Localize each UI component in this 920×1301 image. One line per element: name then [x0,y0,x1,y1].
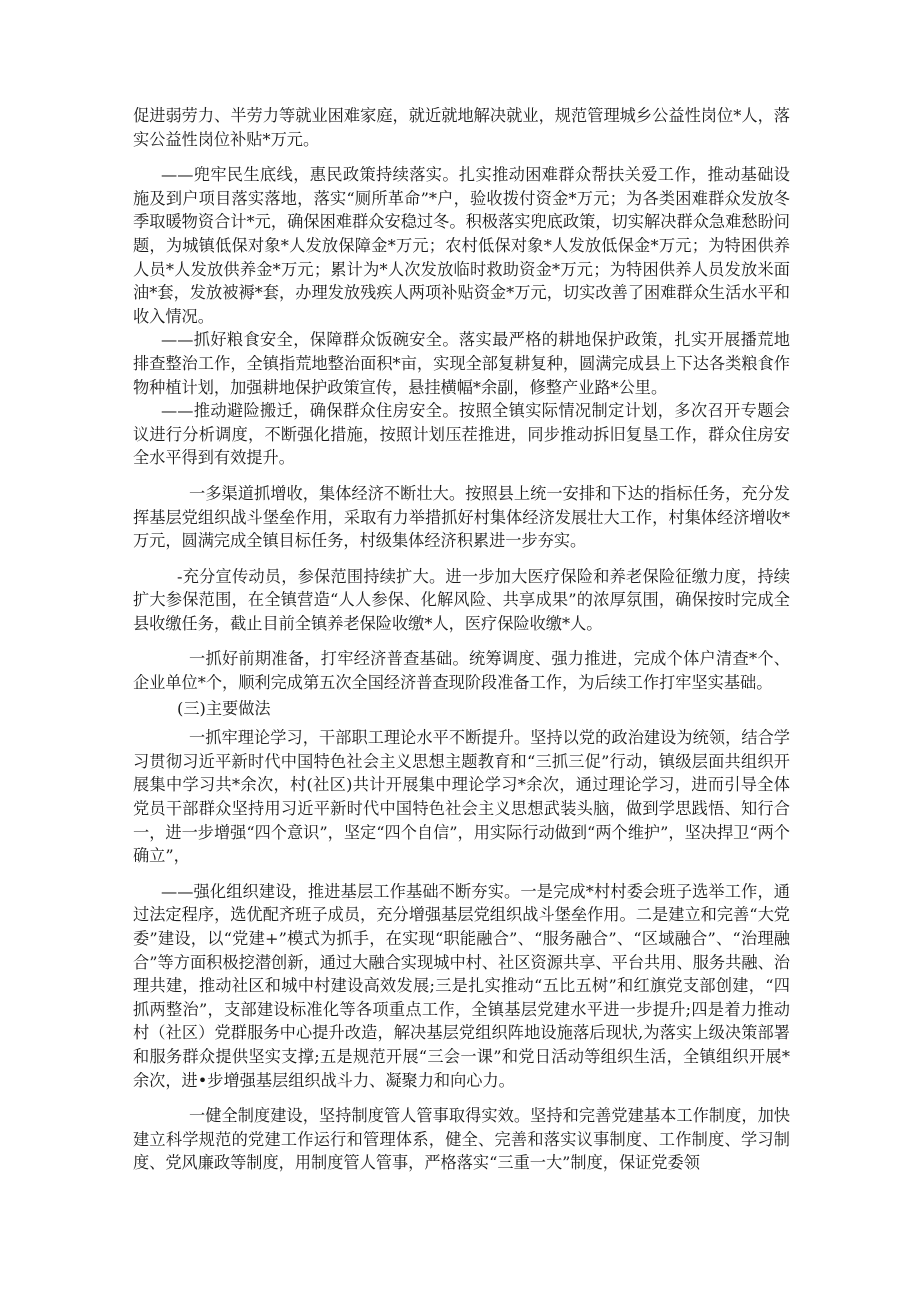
paragraph-theory-study: 一抓牢理论学习，干部职工理论水平不断提升。坚持以党的政治建设为统领，结合学习贯彻习近平新时代中国特色社会主义思想主题教育和“三抓三促”行动，镇级层面共组织开展集中学习共*余次，村(社区)共计开展集中理论学习*余次，通过理论学习，进而引导全体党员干部群众坚持用习近平新时代中国特色社会主义思想武装头脑，做到学思践悟、知行合一，进一步增强“四个意识”，坚定“四个自信”，用实际行动做到“两个维护”，坚决捍卫“两个确立”， [133,728,790,866]
section-heading: (三)主要做法 [177,698,271,718]
paragraph-relocation: ——推动避险搬迁，确保群众住房安全。按照全镇实际情况制定计划，多次召开专题会议进行分析调度，不断强化措施，按照计划压茬推进，同步推动拆旧复垦工作，群众住房安全水平得到有效提升。 [133,401,790,468]
paragraph-system-building: 一健全制度建设，坚持制度管人管事取得实效。坚持和完善党建基本工作制度，加快建立科学规范的党建工作运行和管理体系，健全、完善和落实议事制度、工作制度、学习制度、党风廉政等制度，用制度管人管事，严格落实“三重一大”制度，保证党委领 [133,1106,790,1173]
paragraph-organization: ——强化组织建设，推进基层工作基础不断夯实。一是完成*村村委会班子选举工作，通过法定程序，选优配齐班子成员，充分增强基层党组织战斗堡垒作用。二是建立和完善“大党委”建设，以“党建+”模式为抓手，在实现“职能融合”、“服务融合”、“区域融合”、“治理融合”等方面积极挖潜创新，通过大融合实现城中村、社区资源共享、平台共用、服务共融、治理共建，推动社区和城中村建设高效发展;三是扎实推动“五比五树”和红旗党支部创建，“四抓两整治”，支部建设标准化等各项重点工作，全镇基层党建水平进一步提升;四是着力推动村（社区）党群服务中心提升改造，解决基层党组织阵地设施落后现状,为落实上级决策部署和服务群众提供坚实支撑;五是规范开展“三会一课”和党日活动等组织生活，全镇组织开展*余次，进•步增强基层组织战斗力、凝聚力和向心力。 [133,881,790,1090]
paragraph-livelihood: ——兜牢民生底线，惠民政策持续落实。扎实推动困难群众帮扶关爱工作，推动基础设施及到户项目落实落地，落实“厕所革命”*户，验收拨付资金*万元；为各类困难群众发放冬季取暖物资合计*元，确保困难群众安稳过冬。积极落实兜底政策，切实解决群众急难愁盼问题，为城镇低保对象*人发放保障金*万元；农村低保对象*人发放低保金*万元；为特困供养人员*人发放供养金*万元；累计为*人次发放临时救助资金*万元；为特困供养人员发放米面油*套，发放被褥*套，办理发放残疾人两项补贴资金*万元，切实改善了困难群众生活水平和收入情况。 [133,165,790,326]
paragraph-insurance: -充分宣传动员，参保范围持续扩大。进一步加大医疗保险和养老保险征缴力度，持续扩大参保范围，在全镇营造“人人参保、化解风险、共享成果”的浓厚氛围，确保按时完成全县收缴任务，截止目前全镇养老保险收缴*人，医疗保险收缴*人。 [133,566,790,633]
paragraph-employment: 促进弱劳力、半劳力等就业困难家庭，就近就地解决就业，规范管理城乡公益性岗位*人，落实公益性岗位补贴*万元。 [133,106,790,149]
paragraph-grain-security: ——抓好粮食安全，保障群众饭碗安全。落实最严格的耕地保护政策，扎实开展播荒地排查整治工作，全镇指荒地整治面积*亩，实现全部复耕复种，圆满完成县上下达各类粮食作物种植计划，加强耕地保护政策宣传，悬挂横幅*余副，修整产业路*公里。 [133,330,790,397]
paragraph-census: 一抓好前期准备，打牢经济普查基础。统筹调度、强力推进，完成个体户清查*个、企业单位*个，顺利完成第五次全国经济普查现阶段准备工作，为后续工作打牢坚实基础。 [133,649,790,693]
paragraph-collective-economy: 一多渠道抓增收，集体经济不断壮大。按照县上统一安排和下达的指标任务，充分发挥基层党组织战斗堡垒作用，采取有力举措抓好村集体经济发展壮大工作，村集体经济增收*万元，圆满完成全镇目标任务，村级集体经济积累进一步夯实。 [133,483,790,551]
